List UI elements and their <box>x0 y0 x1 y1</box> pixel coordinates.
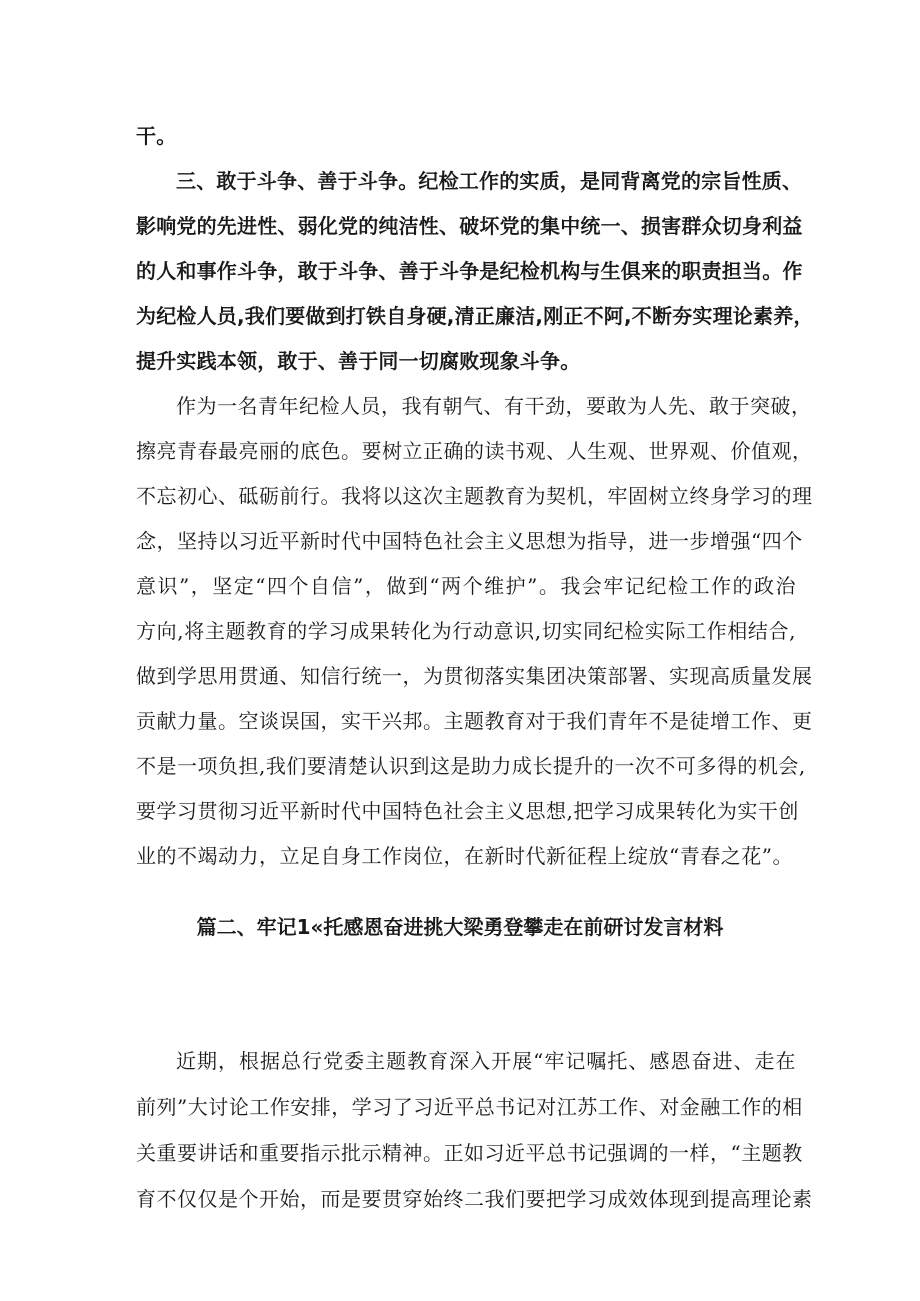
paragraph-first-line: 近期，根据总行党委主题教育深入开展“牢记嘱托、感恩奋进、走在 <box>176 1049 796 1073</box>
text-line: 育不仅仅是个开始，而是要贯穿始终二我们要把学习成效体现到提高理论素 <box>136 1187 813 1211</box>
text-line: 要学习贯彻习近平新时代中国特色社会主义思想,把学习成果转化为实干创 <box>136 799 799 823</box>
text-line: 前列”大讨论工作安排，学习了习近平总书记对江苏工作、对金融工作的相 <box>136 1095 803 1119</box>
text-line: 方向,将主题教育的学习成果转化为行动意识,切实同纪检实际工作相结合, <box>136 619 796 643</box>
text-line: 的人和事作斗争，敢于斗争、善于斗争是纪检机构与生俱来的职责担当。作 <box>136 259 803 283</box>
text-line: 业的不竭动力，立足自身工作岗位，在新时代新征程上绽放“青春之花”。 <box>136 844 793 868</box>
text-line: 为纪检人员,我们要做到打铁自身硬,清正廉洁,刚正不阿,不断夯实理论素养， <box>136 304 814 328</box>
text-line: 做到学思用贯通、知信行统一，为贯彻落实集团决策部署、实现高质量发展 <box>136 664 813 688</box>
part-two-heading: 篇二、牢记1«托感恩奋进挑大梁勇登攀走在前研讨发言材料 <box>196 915 724 939</box>
text-line: 念，坚持以习近平新时代中国特色社会主义思想为指导，进一步增强“四个 <box>136 529 803 553</box>
text-line: 关重要讲话和重要指示批示精神。正如习近平总书记强调的一样，“主题教 <box>136 1141 803 1165</box>
text-line: 不忘初心、砥砺前行。我将以这次主题教育为契机，牢固树立终身学习的理 <box>136 484 813 508</box>
section-three-heading-line: 三、敢于斗争、善于斗争。纪检工作的实质，是同背离党的宗旨性质、 <box>176 169 803 193</box>
text-line: 意识”，坚定“四个自信”，做到“两个维护”。我会牢记纪检工作的政治 <box>136 574 796 598</box>
text-line: 不是一项负担,我们要清楚认识到这是助力成长提升的一次不可多得的机会, <box>136 754 806 778</box>
text-line: 干。 <box>136 124 177 148</box>
text-line: 擦亮青春最亮丽的底色。要树立正确的读书观、人生观、世界观、价值观， <box>136 439 813 463</box>
paragraph-first-line: 作为一名青年纪检人员，我有朝气、有干劲，要敢为人先、敢于突破， <box>176 394 812 418</box>
text-line: 影响党的先进性、弱化党的纯洁性、破坏党的集中统一、损害群众切身利益 <box>136 214 803 238</box>
text-line: 贡献力量。空谈误国，实干兴邦。主题教育对于我们青年不是徒增工作、更 <box>136 709 813 733</box>
text-line: 提升实践本领，敢于、善于同一切腐败现象斗争。 <box>136 349 581 373</box>
